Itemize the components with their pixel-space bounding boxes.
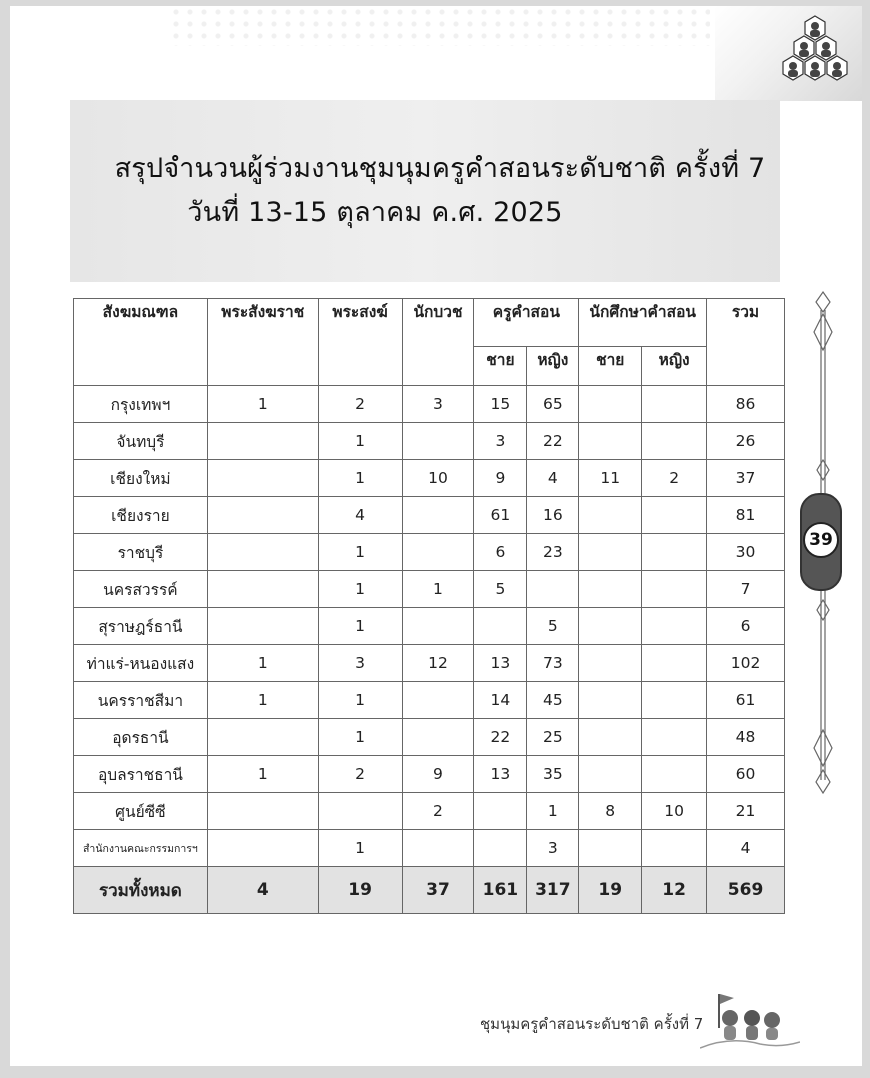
cell-total: 81 <box>707 497 785 534</box>
cell-cat-f: 23 <box>527 534 579 571</box>
cell-name: จันทบุรี <box>74 423 208 460</box>
cell-cat-m: 13 <box>474 645 527 682</box>
cell-cat-m: 61 <box>474 497 527 534</box>
cell-total: 86 <box>707 386 785 423</box>
cell-archbishop <box>207 719 318 756</box>
group-photo-logo <box>782 14 848 86</box>
page-number: 39 <box>803 522 839 558</box>
cell-name: ท่าแร่-หนองแสง <box>74 645 208 682</box>
cell-religious <box>402 719 474 756</box>
cell-cat-f: 3 <box>527 830 579 867</box>
cell-stu-f: 2 <box>642 460 707 497</box>
header-catechists-male: ชาย <box>474 347 527 386</box>
cell-stu-m <box>579 645 642 682</box>
cell-religious: 37 <box>402 867 474 914</box>
cell-total: 61 <box>707 682 785 719</box>
cell-stu-f <box>642 423 707 460</box>
total-row <box>74 867 785 914</box>
cell-stu-m <box>579 719 642 756</box>
table-row <box>74 608 785 645</box>
cell-archbishop <box>207 534 318 571</box>
cell-name: ราชบุรี <box>74 534 208 571</box>
cell-priests: 1 <box>318 830 402 867</box>
cell-stu-f <box>642 756 707 793</box>
cell-archbishop <box>207 608 318 645</box>
cell-priests: 1 <box>318 571 402 608</box>
cell-religious: 3 <box>402 386 474 423</box>
footer-text: ชุมนุมครูคำสอนระดับชาติ ครั้งที่ 7 <box>480 1015 704 1033</box>
cell-cat-m: 14 <box>474 682 527 719</box>
cell-name: นครราชสีมา <box>74 682 208 719</box>
cell-archbishop: 1 <box>207 682 318 719</box>
header-total: รวม <box>707 299 785 386</box>
table-body <box>74 386 785 914</box>
cell-name: ศูนย์ซีซี <box>74 793 208 830</box>
document-date: วันที่ 13-15 ตุลาคม ค.ศ. 2025 <box>187 197 563 228</box>
hexagon-pattern <box>170 6 710 46</box>
cell-cat-f: 317 <box>527 867 579 914</box>
cell-religious: 12 <box>402 645 474 682</box>
cell-name: อุดรธานี <box>74 719 208 756</box>
cell-cat-f: 65 <box>527 386 579 423</box>
cell-religious: 10 <box>402 460 474 497</box>
table-row <box>74 534 785 571</box>
cell-stu-f <box>642 682 707 719</box>
cell-total: 21 <box>707 793 785 830</box>
cell-priests: 19 <box>318 867 402 914</box>
cell-religious: 1 <box>402 571 474 608</box>
cell-stu-m: 8 <box>579 793 642 830</box>
cell-stu-f <box>642 830 707 867</box>
cell-priests: 1 <box>318 682 402 719</box>
table-row <box>74 682 785 719</box>
cell-priests: 1 <box>318 460 402 497</box>
header-catechists: ครูคำสอน <box>474 299 579 347</box>
table-row <box>74 386 785 423</box>
cell-archbishop <box>207 571 318 608</box>
cell-religious: 9 <box>402 756 474 793</box>
cell-archbishop <box>207 423 318 460</box>
cell-stu-f: 12 <box>642 867 707 914</box>
cell-cat-f: 45 <box>527 682 579 719</box>
cell-cat-f <box>527 571 579 608</box>
cell-stu-f <box>642 497 707 534</box>
children-cartoon-illustration <box>700 986 800 1056</box>
cell-cat-f: 22 <box>527 423 579 460</box>
cell-cat-m: 5 <box>474 571 527 608</box>
table-row <box>74 645 785 682</box>
table-row <box>74 460 785 497</box>
cell-stu-m <box>579 830 642 867</box>
cell-cat-f: 5 <box>527 608 579 645</box>
cell-stu-m <box>579 534 642 571</box>
table-row <box>74 571 785 608</box>
cell-cat-m: 6 <box>474 534 527 571</box>
cell-religious <box>402 682 474 719</box>
cell-cat-f: 73 <box>527 645 579 682</box>
cell-total: 6 <box>707 608 785 645</box>
cell-priests: 3 <box>318 645 402 682</box>
cell-total: 48 <box>707 719 785 756</box>
cell-religious <box>402 497 474 534</box>
header-archbishop: พระสังฆราช <box>207 299 318 386</box>
cell-stu-m <box>579 386 642 423</box>
participant-summary-table <box>73 298 785 914</box>
cell-cat-m: 15 <box>474 386 527 423</box>
cell-priests: 2 <box>318 386 402 423</box>
document-title: สรุปจำนวนผู้ร่วมงานชุมนุมครูคำสอนระดับชาติ ครั้งที่ 7 <box>114 153 766 184</box>
cell-religious: 2 <box>402 793 474 830</box>
table-row <box>74 719 785 756</box>
cell-stu-f <box>642 645 707 682</box>
cell-priests: 1 <box>318 608 402 645</box>
cell-stu-m <box>579 608 642 645</box>
cell-archbishop: 1 <box>207 386 318 423</box>
header-diocese: สังฆมณฑล <box>74 299 208 386</box>
cell-cat-m: 22 <box>474 719 527 756</box>
cell-total: 4 <box>707 830 785 867</box>
header-catechists-female: หญิง <box>527 347 579 386</box>
cell-stu-m <box>579 682 642 719</box>
cell-archbishop <box>207 497 318 534</box>
cell-priests: 1 <box>318 534 402 571</box>
cell-name: สำนักงานคณะกรรมการฯ <box>74 830 208 867</box>
cell-total: 37 <box>707 460 785 497</box>
cell-cat-f: 16 <box>527 497 579 534</box>
header-priests: พระสงฆ์ <box>318 299 402 386</box>
cell-name: นครสวรรค์ <box>74 571 208 608</box>
cell-cat-m: 9 <box>474 460 527 497</box>
cell-priests: 4 <box>318 497 402 534</box>
cell-religious <box>402 423 474 460</box>
cell-archbishop: 1 <box>207 645 318 682</box>
table-row <box>74 830 785 867</box>
cell-archbishop: 4 <box>207 867 318 914</box>
header-students: นักศึกษาคำสอน <box>579 299 707 347</box>
cell-total: 60 <box>707 756 785 793</box>
cell-cat-m: 3 <box>474 423 527 460</box>
cell-name: อุบลราชธานี <box>74 756 208 793</box>
header-students-male: ชาย <box>579 347 642 386</box>
cell-stu-f <box>642 608 707 645</box>
cell-religious <box>402 608 474 645</box>
cell-stu-f <box>642 386 707 423</box>
cell-cat-f: 25 <box>527 719 579 756</box>
cell-stu-m <box>579 571 642 608</box>
cell-total: 30 <box>707 534 785 571</box>
cell-stu-f <box>642 719 707 756</box>
cell-religious <box>402 830 474 867</box>
cell-archbishop: 1 <box>207 756 318 793</box>
cell-stu-m: 19 <box>579 867 642 914</box>
cell-cat-m <box>474 793 527 830</box>
cell-stu-f <box>642 534 707 571</box>
cell-total: 26 <box>707 423 785 460</box>
header-students-female: หญิง <box>642 347 707 386</box>
table-row <box>74 756 785 793</box>
cell-religious <box>402 534 474 571</box>
cell-total: 569 <box>707 867 785 914</box>
cell-priests <box>318 793 402 830</box>
cell-cat-m <box>474 608 527 645</box>
cell-stu-f <box>642 571 707 608</box>
cell-name: เชียงใหม่ <box>74 460 208 497</box>
cell-stu-m <box>579 497 642 534</box>
cell-cat-m: 13 <box>474 756 527 793</box>
cell-priests: 1 <box>318 719 402 756</box>
cell-cat-m: 161 <box>474 867 527 914</box>
table-row <box>74 793 785 830</box>
table-row <box>74 423 785 460</box>
cell-archbishop <box>207 830 318 867</box>
cell-cat-f: 4 <box>527 460 579 497</box>
cell-stu-m: 11 <box>579 460 642 497</box>
cell-name: รวมทั้งหมด <box>74 867 208 914</box>
cell-total: 7 <box>707 571 785 608</box>
cell-archbishop <box>207 793 318 830</box>
cell-archbishop <box>207 460 318 497</box>
cell-stu-f: 10 <box>642 793 707 830</box>
cell-stu-m <box>579 756 642 793</box>
cell-total: 102 <box>707 645 785 682</box>
cell-name: กรุงเทพฯ <box>74 386 208 423</box>
cell-priests: 2 <box>318 756 402 793</box>
header-religious: นักบวช <box>402 299 474 386</box>
cell-stu-m <box>579 423 642 460</box>
cell-name: เชียงราย <box>74 497 208 534</box>
table-row <box>74 497 785 534</box>
cell-cat-m <box>474 830 527 867</box>
cell-cat-f: 1 <box>527 793 579 830</box>
cell-name: สุราษฎร์ธานี <box>74 608 208 645</box>
cell-priests: 1 <box>318 423 402 460</box>
cell-cat-f: 35 <box>527 756 579 793</box>
